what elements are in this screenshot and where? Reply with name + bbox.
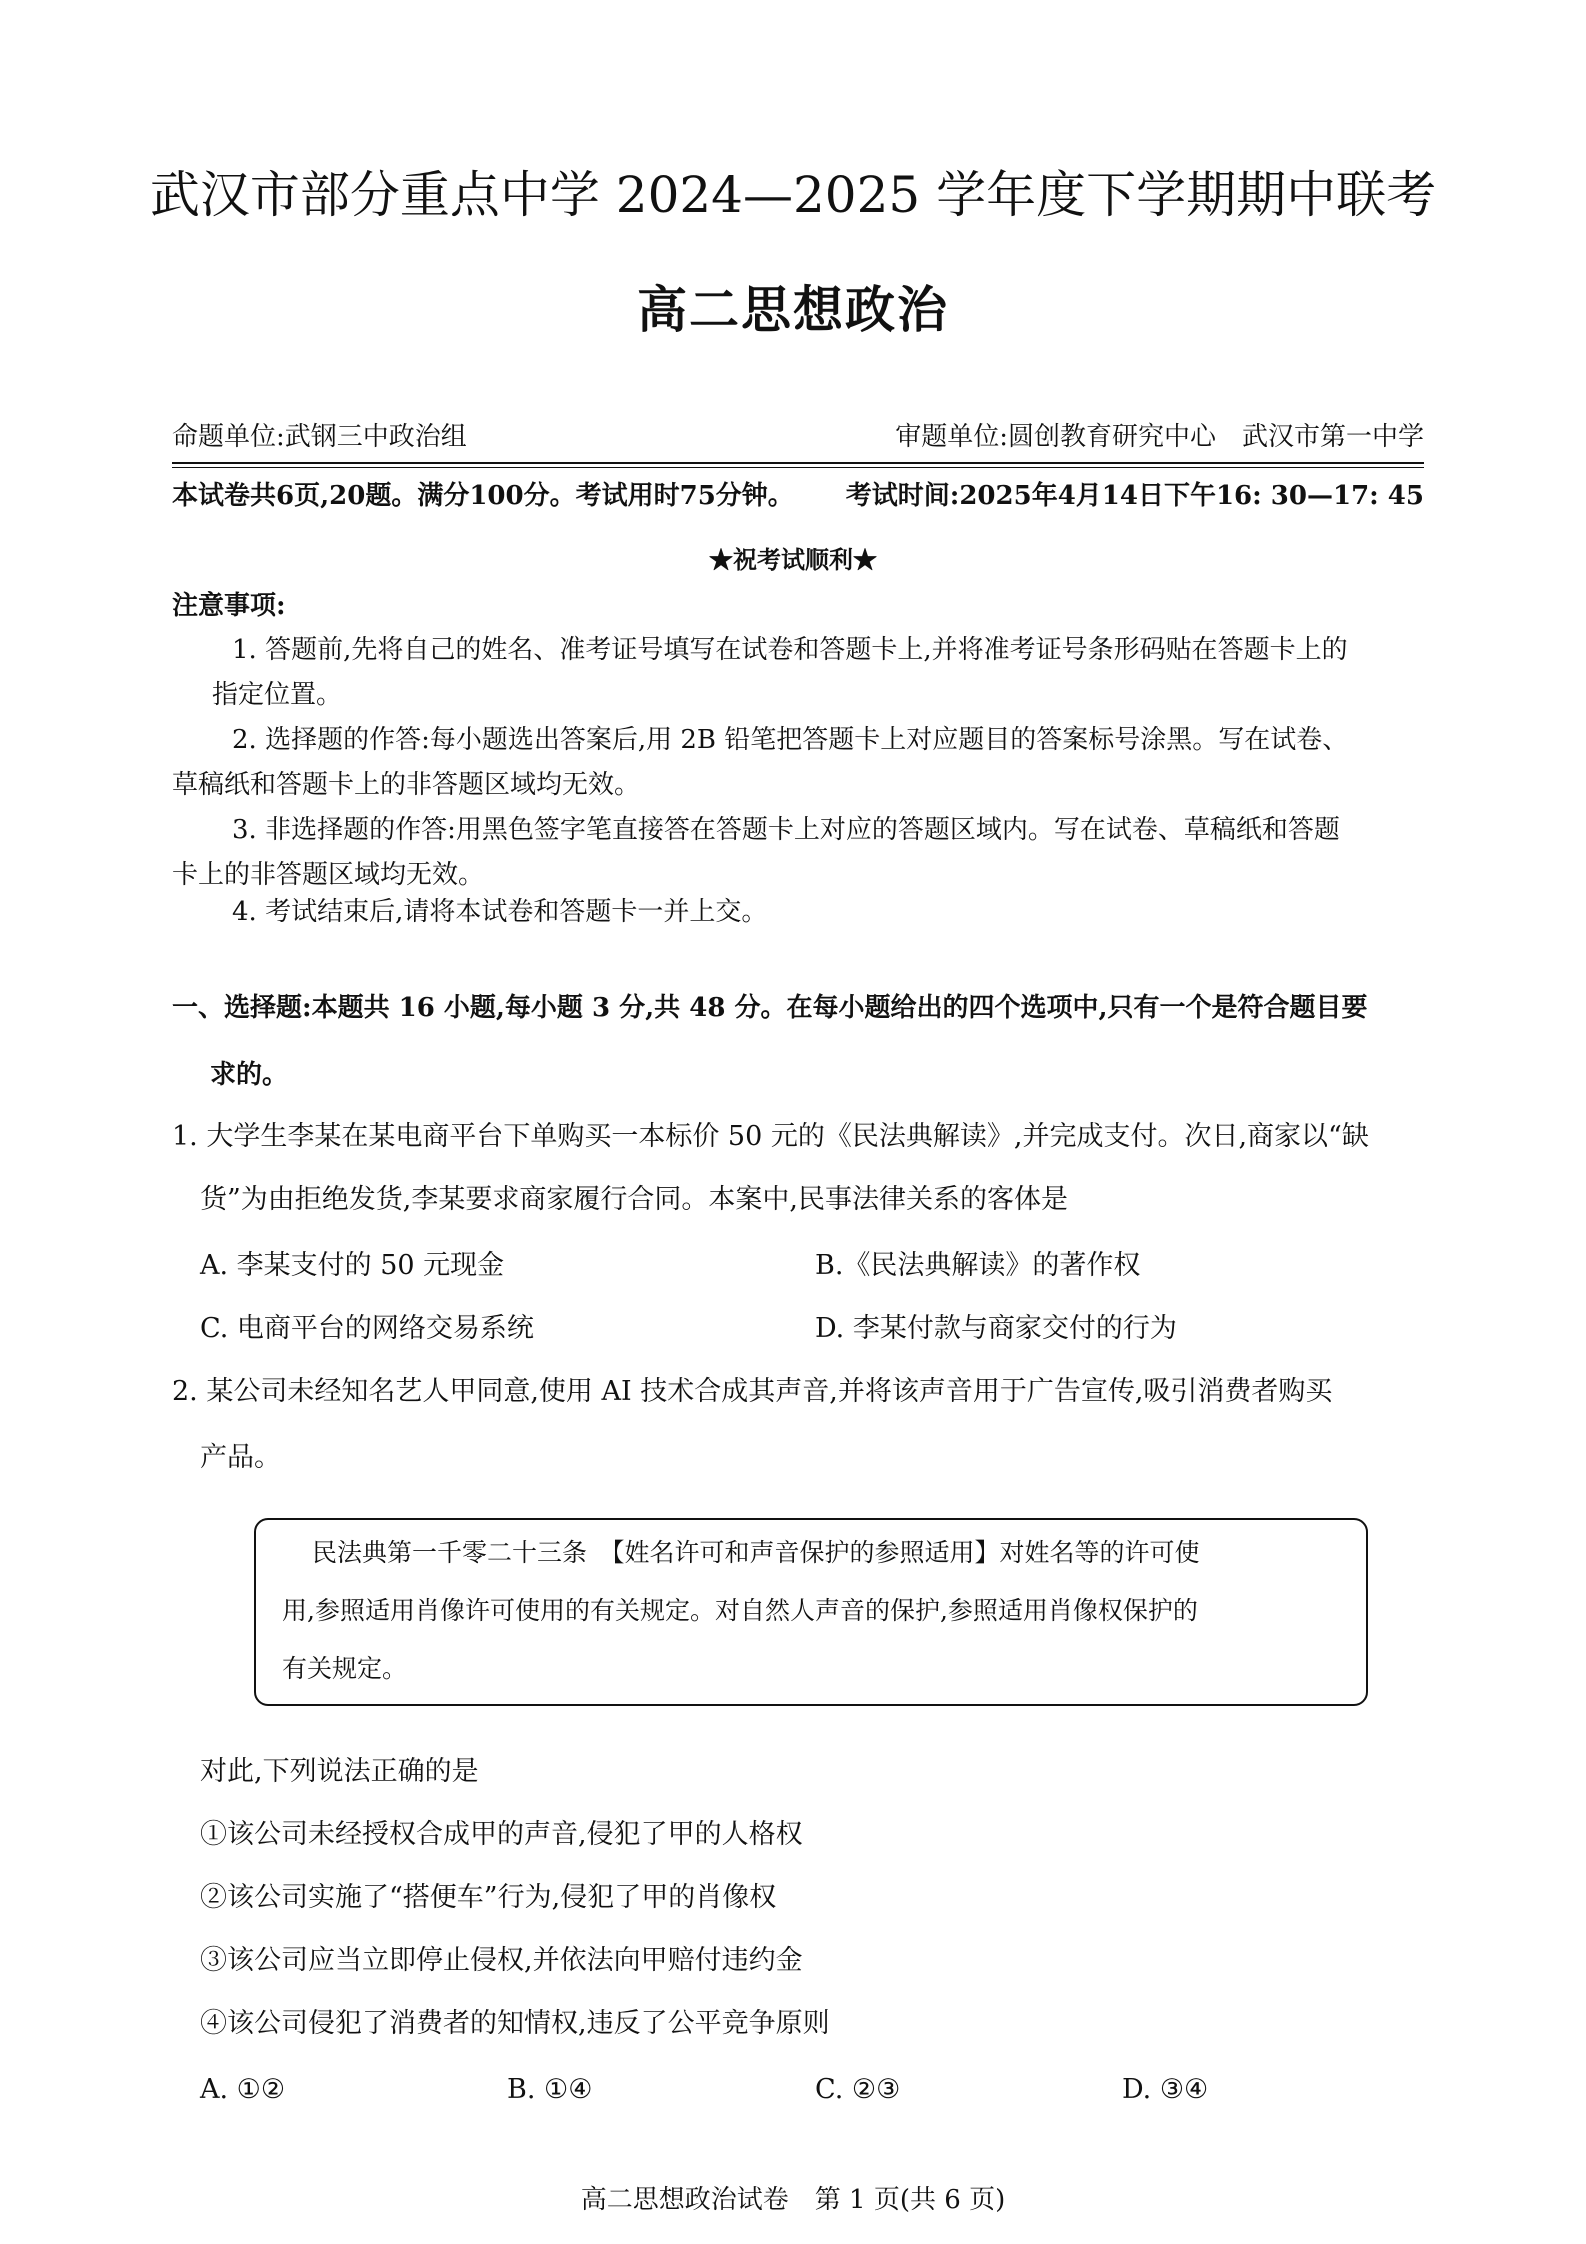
notice-item-2-line2: 草稿纸和答题卡上的非答题区域均无效。	[172, 770, 641, 800]
q1-option-a: A. 李某支付的 50 元现金	[200, 1250, 505, 1281]
reviewer-unit: 审题单位:圆创教育研究中心 武汉市第一中学	[895, 422, 1424, 452]
notice-item-1-line2: 指定位置。	[212, 680, 343, 710]
notice-item-3-line2: 卡上的非答题区域均无效。	[172, 860, 485, 890]
notice-item-4-line1: 4. 考试结束后,请将本试卷和答题卡一并上交。	[232, 897, 768, 927]
header-rule-thin	[172, 467, 1424, 468]
notice-item-3	[172, 808, 1424, 898]
q1-stem-line1: 1. 大学生李某在某电商平台下单购买一本标价 50 元的《民法典解读》,并完成支付。次日,商家以“缺	[172, 1121, 1369, 1152]
paper-info: 本试卷共6页,20题。满分100分。考试用时75分钟。	[172, 481, 794, 511]
page-footer: 高二思想政治试卷 第 1 页(共 6 页)	[580, 2185, 1006, 2215]
notice-item-1-line1: 1. 答题前,先将自己的姓名、准考证号填写在试卷和答题卡上,并将准考证号条形码贴在答题卡上的	[232, 635, 1348, 665]
notice-item-2-line1: 2. 选择题的作答:每小题选出答案后,用 2B 铅笔把答题卡上对应题目的答案标号涂黑。写在试卷、	[232, 725, 1349, 755]
q1-option-c: C. 电商平台的网络交易系统	[200, 1313, 534, 1344]
quote-line1: 民法典第一千零二十三条 【姓名许可和声音保护的参照适用】对姓名等的许可使	[312, 1538, 1200, 1567]
q2-statement-3: ③该公司应当立即停止侵权,并依法向甲赔付违约金	[200, 1945, 803, 1976]
header-rule-thick	[172, 462, 1424, 464]
q1-option-d: D. 李某付款与商家交付的行为	[815, 1313, 1177, 1344]
proposer-unit: 命题单位:武钢三中政治组	[172, 422, 467, 452]
notice-item-3-line1: 3. 非选择题的作答:用黑色签字笔直接答在答题卡上对应的答题区域内。写在试卷、草稿纸和答题	[232, 815, 1340, 845]
notice-item-2	[172, 718, 1424, 808]
notice-item-4	[172, 890, 1424, 935]
section-heading: 一、选择题:本题共 16 小题,每小题 3 分,共 48 分。在每小题给出的四个选项中,只有一个是符合题目要	[172, 993, 1368, 1023]
civil-code-quote-box	[254, 1518, 1368, 1706]
quote-line3: 有关规定。	[282, 1654, 408, 1683]
exam-subject: 高二思想政治	[637, 280, 949, 339]
notice-item-1	[172, 628, 1424, 718]
q2-option-c: C. ②③	[815, 2074, 901, 2105]
section-heading-cont: 求的。	[210, 1060, 289, 1090]
q2-prompt: 对此,下列说法正确的是	[200, 1756, 479, 1787]
q1-option-b: B.《民法典解读》的著作权	[815, 1250, 1141, 1281]
good-luck-banner: ★祝考试顺利★	[709, 545, 877, 574]
q2-stem-line2: 产品。	[200, 1442, 281, 1473]
q2-statement-4: ④该公司侵犯了消费者的知情权,违反了公平竞争原则	[200, 2008, 830, 2039]
exam-time: 考试时间:2025年4月14日下午16: 30—17: 45	[845, 481, 1424, 511]
q2-option-a: A. ①②	[200, 2074, 286, 2105]
q2-statement-2: ②该公司实施了“搭便车”行为,侵犯了甲的肖像权	[200, 1882, 777, 1913]
q2-stem-line1: 2. 某公司未经知名艺人甲同意,使用 AI 技术合成其声音,并将该声音用于广告宣传,吸引消费者购买	[172, 1376, 1333, 1407]
q2-statement-1: ①该公司未经授权合成甲的声音,侵犯了甲的人格权	[200, 1819, 803, 1850]
q2-option-d: D. ③④	[1122, 2074, 1209, 2105]
notice-title: 注意事项:	[172, 591, 286, 621]
q1-stem-line2: 货”为由拒绝发货,李某要求商家履行合同。本案中,民事法律关系的客体是	[200, 1184, 1068, 1215]
q2-option-b: B. ①④	[507, 2074, 593, 2105]
exam-title: 武汉市部分重点中学 2024—2025 学年度下学期期中联考	[149, 166, 1437, 224]
quote-line2: 用,参照适用肖像许可使用的有关规定。对自然人声音的保护,参照适用肖像权保护的	[282, 1596, 1198, 1625]
